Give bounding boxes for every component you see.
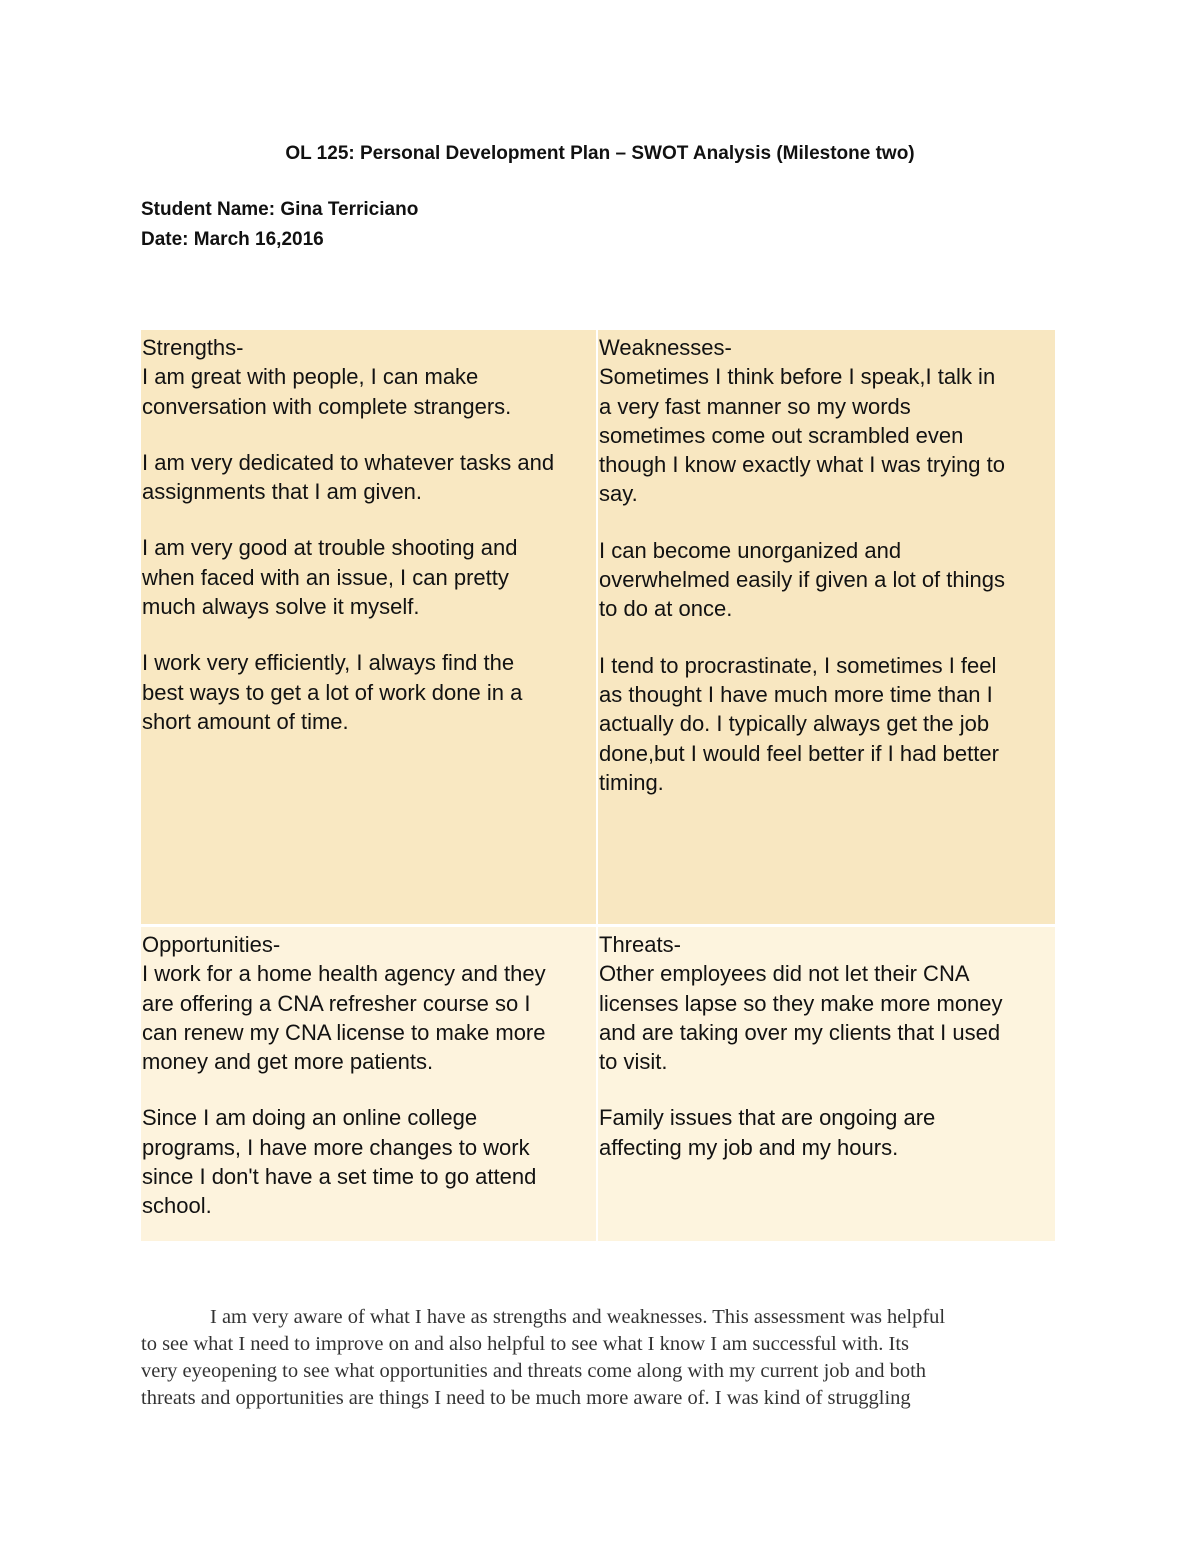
weaknesses-line: I can become unorganized and [599,537,902,563]
strengths-line: I am great with people, I can make [142,364,479,390]
swot-cell-strengths [141,330,596,924]
weaknesses-line: overwhelmed easily if given a lot of things [599,567,1005,593]
opportunities-line: are offering a CNA refresher course so I [142,990,531,1016]
threats-paragraph [599,1103,1055,1162]
page-title: OL 125: Personal Development Plan – SWOT Analysis (Milestone two) [285,143,915,164]
weaknesses-paragraph [599,362,1055,508]
strengths-paragraph [142,533,596,621]
opportunities-paragraph [142,1103,596,1220]
swot-table [141,330,1055,1241]
opportunities-line: I work for a home health agency and they [142,961,546,987]
weaknesses-line: to do at once. [599,596,733,622]
weaknesses-paragraph [599,536,1055,624]
swot-cell-weaknesses [598,330,1055,924]
weaknesses-line: a very fast manner so my words [599,393,911,419]
strengths-line: I work very efficiently, I always find the [142,650,515,676]
opportunities-line: school. [142,1193,212,1219]
strengths-paragraph [142,648,596,736]
threats-line: licenses lapse so they make more money [599,990,1003,1016]
strengths-line: much always solve it myself. [142,594,420,620]
opportunities-line: can renew my CNA license to make more [142,1019,546,1045]
weaknesses-line: Sometimes I think before I speak,I talk in [599,364,996,390]
opportunities-line: programs, I have more changes to work [142,1134,530,1160]
weaknesses-line: sometimes come out scrambled even [599,422,964,448]
opportunities-line: Since I am doing an online college [142,1105,478,1131]
reflection-line: very eyeopening to see what opportunities and threats come along with my current job and both [141,1360,927,1382]
strengths-paragraph [142,448,596,507]
submission-date: Date: March 16,2016 [141,229,324,250]
threats-heading: Threats- [599,932,681,957]
weaknesses-line: say. [599,481,638,507]
weaknesses-paragraph [599,651,1055,797]
strengths-heading: Strengths- [142,335,244,360]
strengths-line: assignments that I am given. [142,479,423,505]
opportunities-paragraph [142,959,596,1076]
weaknesses-line: timing. [599,769,664,795]
strengths-line: when faced with an issue, I can pretty [142,564,509,590]
strengths-line: best ways to get a lot of work done in a [142,679,523,705]
strengths-line: I am very dedicated to whatever tasks and [142,449,555,475]
reflection-line: I am very aware of what I have as strengths and weaknesses. This assessment was helpful [210,1306,946,1328]
weaknesses-line: though I know exactly what I was trying to [599,452,1005,478]
reflection-paragraph [141,1304,1059,1412]
threats-line: and are taking over my clients that I used [599,1019,1001,1045]
weaknesses-line: actually do. I typically always get the job [599,711,990,737]
threats-line: affecting my job and my hours. [599,1134,899,1160]
student-name: Student Name: Gina Terriciano [141,199,419,220]
reflection-line: to see what I need to improve on and also helpful to see what I know I am successful with. Its [141,1333,909,1355]
threats-line: Other employees did not let their CNA [599,961,970,987]
reflection-line: threats and opportunities are things I need to be much more aware of. I was kind of struggling [141,1387,911,1409]
opportunities-line: money and get more patients. [142,1049,434,1075]
strengths-line: short amount of time. [142,708,349,734]
strengths-paragraph [142,362,596,421]
opportunities-line: since I don't have a set time to go attend [142,1164,537,1190]
swot-cell-opportunities [141,927,596,1241]
weaknesses-heading: Weaknesses- [599,335,732,360]
strengths-line: I am very good at trouble shooting and [142,535,518,561]
weaknesses-line: I tend to procrastinate, I sometimes I feel [599,652,997,678]
swot-cell-threats [598,927,1055,1241]
threats-line: Family issues that are ongoing are [599,1105,936,1131]
weaknesses-line: done,but I would feel better if I had better [599,740,999,766]
threats-line: to visit. [599,1049,668,1075]
opportunities-heading: Opportunities- [142,932,281,957]
threats-paragraph [599,959,1055,1076]
strengths-line: conversation with complete strangers. [142,393,512,419]
weaknesses-line: as thought I have much more time than I [599,681,993,707]
